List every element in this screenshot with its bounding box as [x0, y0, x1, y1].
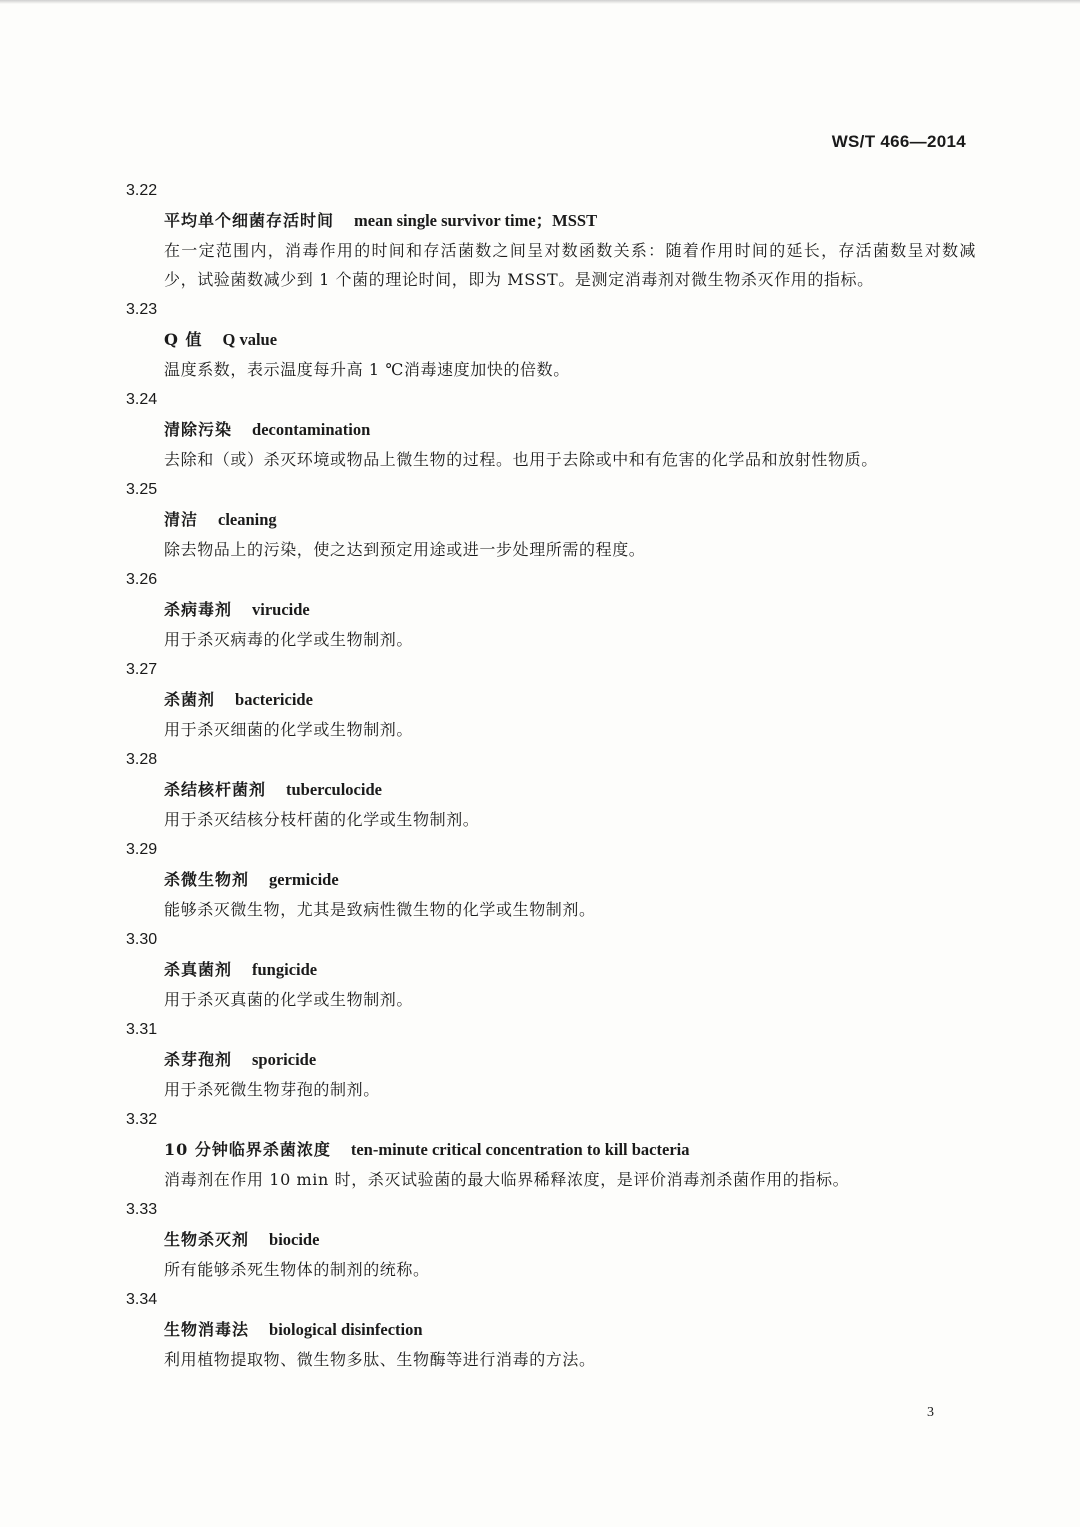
term-english: virucide [252, 600, 310, 619]
term-english: sporicide [252, 1050, 317, 1069]
clause-number: 3.27 [126, 661, 158, 678]
clause-number: 3.31 [126, 1021, 158, 1038]
term-heading [126, 685, 976, 715]
term-chinese: 平均单个细菌存活时间 [164, 211, 335, 230]
term-chinese: 清除污染 [164, 420, 233, 439]
page-top-edge [0, 0, 1080, 4]
clause-number: 3.34 [126, 1291, 158, 1308]
clause-number: 3.30 [126, 931, 158, 948]
term-definition: 消毒剂在作用 10 min 时，杀灭试验菌的最大临界稀释浓度，是评价消毒剂杀菌作用的指标。 [164, 1170, 850, 1189]
clause-number: 3.22 [126, 182, 158, 199]
term-english: germicide [269, 870, 339, 889]
clause-number: 3.28 [126, 751, 158, 768]
page-number: 3 [927, 1405, 934, 1420]
term-definition: 能够杀灭微生物，尤其是致病性微生物的化学或生物制剂。 [164, 900, 596, 919]
term-heading [126, 1045, 976, 1075]
term-definition: 温度系数，表示温度每升高 1 ℃消毒速度加快的倍数。 [164, 360, 570, 379]
clause-number: 3.25 [126, 481, 158, 498]
term-heading [126, 955, 976, 985]
term-english: biological disinfection [269, 1320, 423, 1339]
term-definition: 用于杀灭结核分枝杆菌的化学或生物制剂。 [164, 810, 480, 829]
term-chinese: 杀病毒剂 [164, 600, 233, 619]
term-definition: 去除和（或）杀灭环境或物品上微生物的过程。也用于去除或中和有危害的化学品和放射性物质。 [164, 450, 878, 469]
term-chinese: 杀真菌剂 [164, 960, 233, 979]
clause-number: 3.26 [126, 571, 158, 588]
term-chinese: 杀微生物剂 [164, 870, 250, 889]
term-entry [126, 1195, 976, 1284]
term-entry [126, 745, 976, 834]
term-definition: 用于杀死微生物芽孢的制剂。 [164, 1080, 380, 1099]
term-entry [126, 475, 976, 564]
term-heading [126, 505, 976, 535]
term-entry [126, 925, 976, 1014]
term-entry [126, 1285, 976, 1374]
term-entry [126, 655, 976, 744]
clause-number: 3.24 [126, 391, 158, 408]
term-heading [126, 206, 976, 236]
term-list [126, 176, 976, 1375]
term-entry [126, 835, 976, 924]
term-heading [126, 775, 976, 805]
term-definition: 用于杀灭细菌的化学或生物制剂。 [164, 720, 414, 739]
term-english: tuberculocide [286, 780, 382, 799]
term-chinese: 10 分钟临界杀菌浓度 [164, 1140, 331, 1159]
term-heading [126, 865, 976, 895]
term-heading [126, 325, 976, 355]
term-english: decontamination [252, 420, 371, 439]
term-english: bactericide [235, 690, 313, 709]
clause-number: 3.32 [126, 1111, 158, 1128]
term-entry [126, 295, 976, 384]
term-definition: 所有能够杀死生物体的制剂的统称。 [164, 1260, 430, 1279]
term-heading [126, 1135, 976, 1165]
term-chinese: 杀芽孢剂 [164, 1050, 233, 1069]
term-chinese: 杀结核杆菌剂 [164, 780, 267, 799]
term-heading [126, 1315, 976, 1345]
term-definition: 用于杀灭真菌的化学或生物制剂。 [164, 990, 414, 1009]
term-chinese: 生物杀灭剂 [164, 1230, 250, 1249]
term-chinese: Q 值 [164, 330, 203, 349]
term-english: mean single survivor time；MSST [354, 211, 598, 230]
term-chinese: 杀菌剂 [164, 690, 216, 709]
term-entry [126, 176, 976, 294]
term-chinese: 清洁 [164, 510, 199, 529]
term-english: cleaning [218, 510, 277, 529]
standard-code: WS/T 466—2014 [831, 132, 966, 151]
term-definition: 利用植物提取物、微生物多肽、生物酶等进行消毒的方法。 [164, 1350, 596, 1369]
term-english: fungicide [252, 960, 318, 979]
term-english: biocide [269, 1230, 320, 1249]
term-entry [126, 565, 976, 654]
term-heading [126, 595, 976, 625]
term-entry [126, 1015, 976, 1104]
clause-number: 3.23 [126, 301, 158, 318]
term-definition: 用于杀灭病毒的化学或生物制剂。 [164, 630, 414, 649]
term-entry [126, 1105, 976, 1194]
clause-number: 3.29 [126, 841, 158, 858]
term-english: Q value [222, 330, 278, 349]
term-chinese: 生物消毒法 [164, 1320, 250, 1339]
term-heading [126, 415, 976, 445]
term-definition: 除去物品上的污染，使之达到预定用途或进一步处理所需的程度。 [164, 540, 646, 559]
term-heading [126, 1225, 976, 1255]
term-entry [126, 385, 976, 474]
term-definition: 在一定范围内，消毒作用的时间和存活菌数之间呈对数函数关系：随着作用时间的延长，存活菌数呈对数减少，试验菌数减少到 1 个菌的理论时间，即为 MSST。是测定消毒剂对微生物杀灭作用的指标。 [164, 241, 976, 289]
clause-number: 3.33 [126, 1201, 158, 1218]
term-english: ten-minute critical concentration to kill bacteria [350, 1140, 690, 1159]
